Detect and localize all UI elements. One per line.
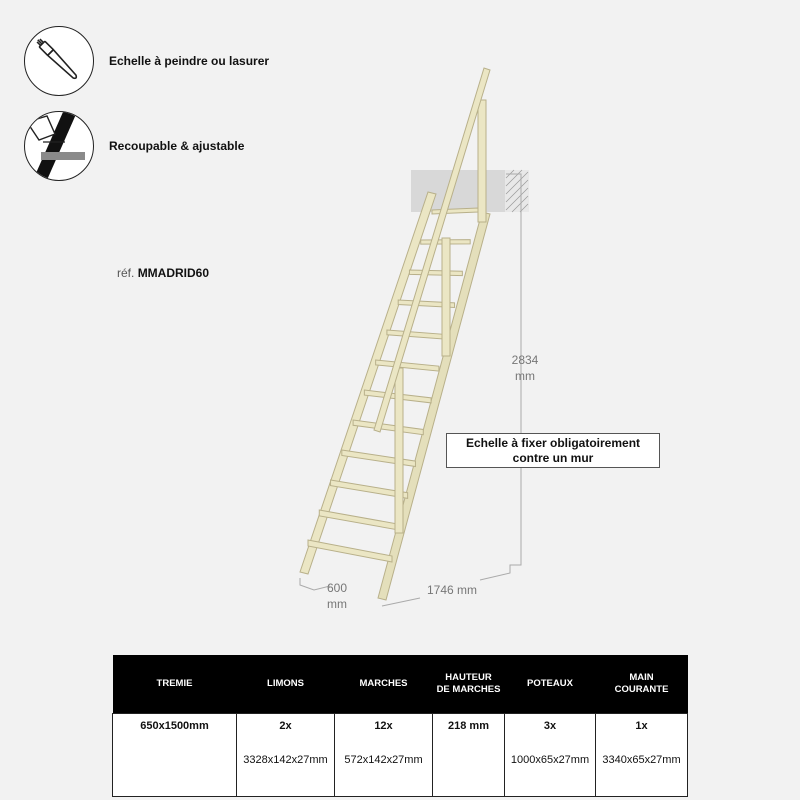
cell-qty-poteaux: 3x [505, 714, 596, 741]
left-stringer [300, 192, 436, 574]
header-marches: MARCHES [335, 655, 433, 714]
wall-mount-note [446, 433, 660, 468]
cell-qty-main-courante: 1x [596, 714, 688, 741]
width-dimension [312, 580, 362, 612]
specifications-table [112, 655, 688, 797]
width-unit: mm [327, 597, 347, 611]
tread [319, 510, 400, 530]
cell-tremie: 650x1500mm [113, 714, 237, 797]
post [478, 100, 486, 222]
cell-dim-marches: 572x142x27mm [335, 740, 433, 797]
tread [353, 420, 423, 435]
reference-code: MMADRID60 [137, 266, 210, 280]
tread [409, 270, 462, 276]
feature-label: Echelle à peindre ou lasurer [109, 54, 270, 68]
cell-hauteur: 218 mm [433, 714, 505, 797]
tread [342, 450, 416, 467]
dimension-lines [300, 174, 521, 606]
note-line: Echelle à fixer obligatoirement [465, 435, 641, 450]
height-dimension [500, 352, 550, 384]
cell-qty-marches: 12x [335, 714, 433, 741]
tread [376, 360, 439, 371]
header-poteaux: POTEAUX [505, 655, 596, 714]
header-hauteur: HAUTEUR DE MARCHES [433, 655, 505, 714]
height-unit: mm [515, 369, 535, 383]
post [395, 368, 403, 533]
note-line: contre un mur [512, 450, 594, 465]
cell-dim-poteaux: 1000x65x27mm [505, 740, 596, 797]
table-header-row [113, 655, 688, 714]
depth-dimension: 1746 mm [426, 583, 478, 597]
width-value: 600 [326, 581, 348, 595]
tread [308, 540, 392, 562]
cell-qty-limons: 2x [237, 714, 335, 741]
cell-dim-main-courante: 3340x65x27mm [596, 740, 688, 797]
feature-label: Recoupable & ajustable [109, 139, 245, 153]
table-row-quantity [113, 714, 688, 741]
header-tremie: TREMIE [113, 655, 237, 714]
header-main-courante: MAIN COURANTE [596, 655, 688, 714]
tread [387, 330, 447, 339]
post [442, 238, 450, 356]
cell-dim-limons: 3328x142x27mm [237, 740, 335, 797]
header-limons: LIMONS [237, 655, 335, 714]
height-value: 2834 [511, 353, 539, 367]
reference-prefix: réf. [117, 266, 135, 280]
